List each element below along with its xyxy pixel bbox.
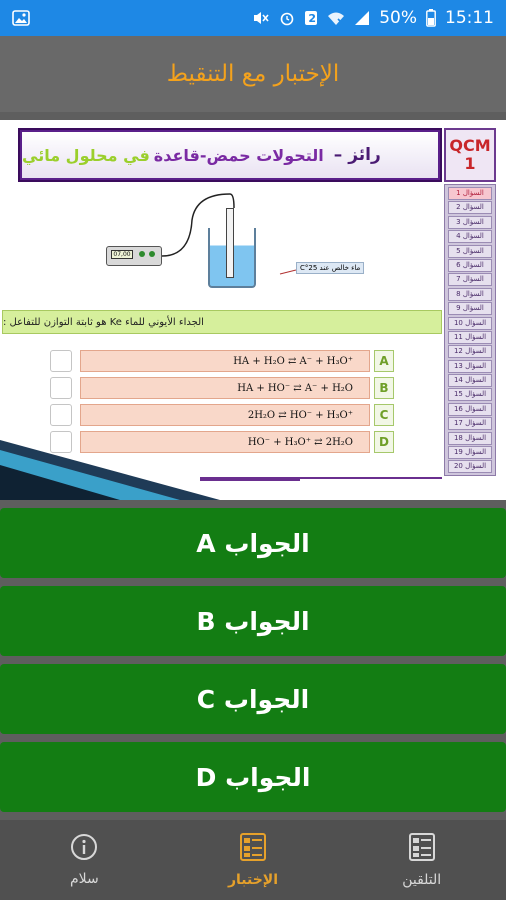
question-index-item: السؤال 2 <box>448 201 492 214</box>
nav-item-test[interactable] <box>169 820 338 900</box>
answer-b-button[interactable]: الجواب B <box>0 586 506 656</box>
answer-d-button[interactable]: الجواب D <box>0 742 506 812</box>
battery-icon <box>426 9 436 27</box>
question-index-item: السؤال 8 <box>448 288 492 301</box>
question-index-item: السؤال 14 <box>448 374 492 387</box>
qcm-number: 1 <box>464 154 476 173</box>
decorative-swoosh <box>0 420 300 500</box>
option-row-b <box>50 377 394 399</box>
temperature-value: 25°C <box>300 264 318 272</box>
signal-icon <box>354 10 370 26</box>
answer-c-button[interactable]: الجواب C <box>0 664 506 734</box>
option-row-a <box>50 350 394 372</box>
bottom-divider <box>200 477 442 479</box>
clock: 15:11 <box>445 8 494 28</box>
ph-meter <box>106 246 162 266</box>
question-index-item: السؤال 6 <box>448 259 492 272</box>
status-bar <box>0 0 506 36</box>
question-index-item: السؤال 13 <box>448 360 492 373</box>
meter-knob-icon <box>149 251 155 257</box>
question-topic: التحولات حمض-قاعدة <box>153 145 324 165</box>
option-equation-b: HA + HO⁻ ⇄ A⁻ + H₂O <box>80 377 370 399</box>
bottom-navigation <box>0 820 506 900</box>
gallery-notification-icon <box>12 10 30 26</box>
question-index-item: السؤال 10 <box>448 317 492 330</box>
question-index-item: السؤال 18 <box>448 432 492 445</box>
option-letter-b: B <box>374 377 394 399</box>
option-checkbox-a <box>50 350 72 372</box>
meter-knob-icon <box>139 251 145 257</box>
question-index-item: السؤال 20 <box>448 460 492 473</box>
question-index-item: السؤال 4 <box>448 230 492 243</box>
question-title-bar <box>18 128 442 182</box>
question-index-item: السؤال 19 <box>448 446 492 459</box>
question-index-item: السؤال 9 <box>448 302 492 315</box>
app-bar <box>0 36 506 112</box>
option-equation-c: 2H₂O ⇄ HO⁻ + H₃O⁺ <box>80 404 370 426</box>
question-index-item: السؤال 1 <box>448 187 492 200</box>
mute-icon <box>252 10 270 26</box>
probe-icon <box>226 208 234 278</box>
question-subtopic: في محلول مائي <box>22 145 150 165</box>
question-index-item: السؤال 11 <box>448 331 492 344</box>
nav-item-lessons[interactable] <box>337 820 506 900</box>
qcm-label: QCM <box>449 136 491 155</box>
question-index-item: السؤال 16 <box>448 403 492 416</box>
question-statement: الجداء الأيوني للماء Ke هو ثابتة التوازن للتفاعل : <box>2 310 442 334</box>
meter-display: 07,00 <box>111 250 133 259</box>
option-letter-d: D <box>374 431 394 453</box>
question-index-list <box>444 184 496 476</box>
option-letter-a: A <box>374 350 394 372</box>
question-index-item: السؤال 7 <box>448 273 492 286</box>
option-checkbox-b <box>50 377 72 399</box>
nav-item-salam[interactable] <box>0 820 169 900</box>
nav-label-lessons: التلقين <box>402 872 442 888</box>
option-equation-a: HA + H₂O ⇄ A⁻ + H₃O⁺ <box>80 350 370 372</box>
qcm-badge <box>444 128 496 182</box>
page-title: الإختبار مع التنقيط <box>166 61 340 87</box>
question-title-prefix: رائز – <box>333 145 381 165</box>
option-equation-d: HO⁻ + H₃O⁺ ⇄ 2H₂O <box>80 431 370 453</box>
experiment-illustration <box>100 190 400 300</box>
temperature-label: ماء خالص عند <box>319 264 361 272</box>
nav-label-salam: سلام <box>69 871 99 887</box>
option-letter-c: C <box>374 404 394 426</box>
test-icon <box>239 832 267 866</box>
question-image <box>0 120 506 500</box>
answer-a-button[interactable]: الجواب A <box>0 508 506 578</box>
question-index-item: السؤال 3 <box>448 216 492 229</box>
nav-label-test: الإختبار <box>227 872 279 888</box>
alarm-icon <box>279 10 295 26</box>
question-index-item: السؤال 12 <box>448 345 492 358</box>
battery-percent: 50% <box>379 8 417 28</box>
question-index-item: السؤال 17 <box>448 417 492 430</box>
question-index-item: السؤال 5 <box>448 245 492 258</box>
wifi-off-icon <box>327 10 345 26</box>
temperature-tag <box>296 262 364 274</box>
info-icon <box>70 833 98 865</box>
lessons-icon <box>408 832 436 866</box>
question-index-item: السؤال 15 <box>448 388 492 401</box>
sim-badge-number: 2 <box>308 11 317 25</box>
